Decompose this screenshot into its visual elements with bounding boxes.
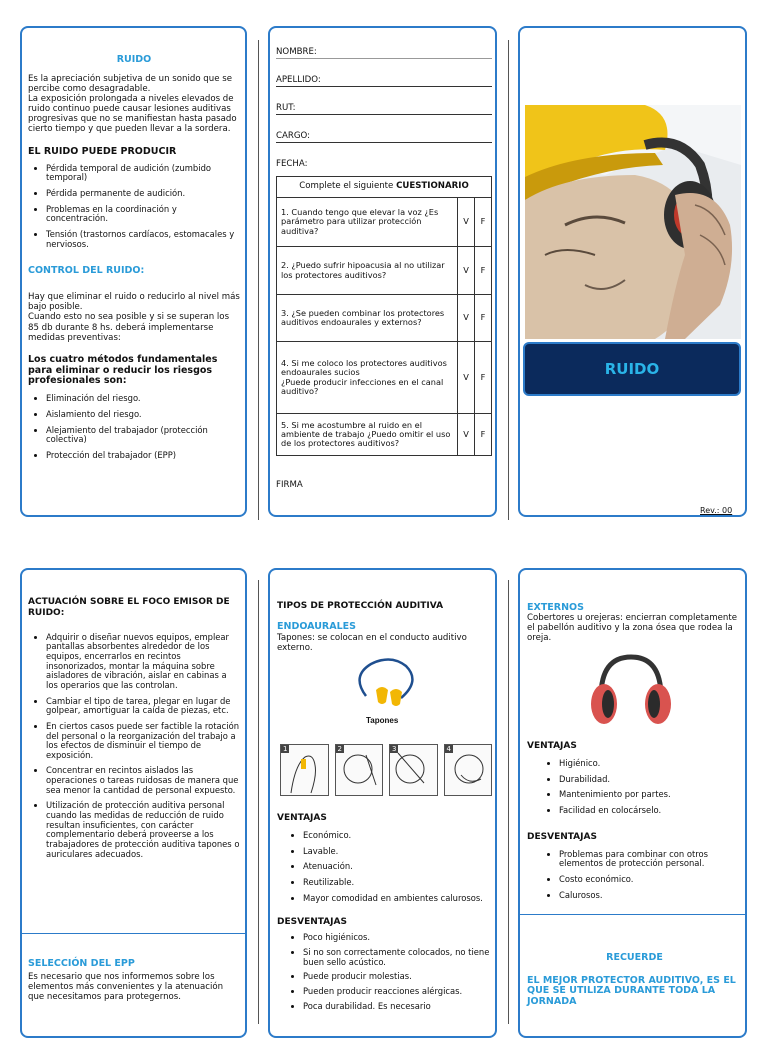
step-number: 3 [392, 745, 397, 753]
recuerde-text: EL MEJOR PROTECTOR AUDITIVO, ES EL QUE SE UTILIZA DURANTE TODA LA JORNADA [527, 974, 736, 1008]
answer-f[interactable]: F [475, 295, 492, 342]
list-item: • Protección del trabajador (EPP) [46, 451, 240, 461]
questionnaire-header-bold: CUESTIONARIO [396, 181, 469, 192]
list-item: • Cambiar el tipo de tarea, plegar en lugar de golpear, amortiguar la caída de piezas, etc. [46, 697, 240, 716]
list-item: • Costo económico. [559, 875, 741, 885]
earplugs-image [346, 656, 426, 716]
questionnaire-header-text: Complete el siguiente [299, 181, 397, 192]
seleccion-title: SELECCIÓN DEL EPP [28, 957, 135, 969]
list-item: • Lavable. [303, 847, 492, 857]
fold-line [508, 40, 509, 520]
list-item: • Tensión (trastornos cardíacos, estomacales y nerviosos. [46, 230, 240, 249]
apellido-field[interactable]: APELLIDO: [276, 75, 492, 87]
list-item: • Pérdida permanente de audición. [46, 189, 240, 199]
tapones-label: Tapones [366, 716, 399, 725]
fecha-field[interactable]: FECHA: [276, 159, 308, 169]
list-item: • En ciertos casos puede ser factible la rotación del personal o la reorganización del trabajo a los efectos de disminuir el tiempo de exposición. [46, 722, 240, 761]
panel-ruido-info [20, 26, 247, 517]
list-item: • Utilización de protección auditiva personal cuando las medidas de reducción de ruido resultan insuficientes, con carácter complementario deberá proveerse a los trabajadores de protección auditiva tapones o auriculares adecuados. [46, 801, 240, 859]
list-item: • Si no son correctamente colocados, no tiene buen sello acústico. [303, 948, 492, 967]
section-separator [22, 933, 247, 934]
panel-actuacion [20, 568, 247, 1038]
desventajas-list [527, 850, 741, 901]
questionnaire-table [276, 176, 492, 456]
question-text: 4. Si me coloco los protectores auditivos endoaurales sucios ¿Puede producir infecciones en el canal auditivo? [277, 342, 458, 414]
section-separator [520, 914, 747, 915]
list-item: • Poco higiénicos. [303, 933, 492, 943]
step-image [280, 744, 329, 796]
answer-v[interactable]: V [458, 414, 475, 456]
cargo-field[interactable]: CARGO: [276, 131, 492, 143]
tipos-title: TIPOS DE PROTECCIÓN AUDITIVA [277, 601, 444, 611]
answer-f[interactable]: F [475, 247, 492, 295]
list-item: • Problemas en la coordinación y concentración. [46, 205, 240, 224]
list-item: • Higiénico. [559, 759, 741, 769]
revision-label: Rev.: 00 [700, 506, 733, 515]
list-item: • Eliminación del riesgo. [46, 394, 240, 404]
list-item: • Mayor comodidad en ambientes calurosos. [303, 894, 492, 904]
step-image [389, 744, 438, 796]
answer-v[interactable]: V [458, 247, 475, 295]
list-item: • Poca durabilidad. Es necesario [303, 1002, 492, 1012]
puede-producir-list [28, 164, 240, 250]
earmuffs-image [586, 652, 676, 732]
list-item: • Calurosos. [559, 891, 741, 901]
answer-v[interactable]: V [458, 342, 475, 414]
step-image [335, 744, 384, 796]
actuacion-title: ACTUACIÓN SOBRE EL FOCO EMISOR DE RUIDO: [28, 597, 230, 618]
cover-title: RUIDO [604, 360, 660, 378]
ventajas-list [277, 831, 492, 903]
panel-tipos [268, 568, 497, 1038]
question-text: 1. Cuando tengo que elevar la voz ¿Es parámetro para utilizar protección auditiva? [277, 198, 458, 247]
firma-field[interactable]: FIRMA [276, 480, 303, 490]
answer-v[interactable]: V [458, 295, 475, 342]
step-number: 2 [337, 745, 342, 753]
answer-f[interactable]: F [475, 342, 492, 414]
step-image [444, 744, 493, 796]
externos-title: EXTERNOS [527, 601, 584, 613]
answer-f[interactable]: F [475, 414, 492, 456]
list-item: • Alejamiento del trabajador (protección colectiva) [46, 426, 240, 445]
control-title: CONTROL DEL RUIDO: [28, 265, 145, 277]
control-text: Hay que eliminar el ruido o reducirlo al nivel más bajo posible. Cuando esto no sea posible y si se superan los 85 db durante 8 hs. deberá implementarse medidas preventivas: [28, 292, 240, 343]
list-item: • Concentrar en recintos aislados las operaciones o tareas ruidosas de manera que sea menor la cantidad de personal expuesto. [46, 766, 240, 795]
questionnaire-header [277, 177, 492, 198]
list-item: • Puede producir molestias. [303, 972, 492, 982]
fold-line [258, 40, 259, 520]
table-row [277, 295, 492, 342]
answer-v[interactable]: V [458, 198, 475, 247]
table-row [277, 342, 492, 414]
seleccion-text: Es necesario que nos informemos sobre los elementos más convenientes y la atenuación que necesitamos para protegernos. [28, 972, 224, 1003]
question-text: 2. ¿Puedo sufrir hipoacusia al no utilizar los protectores auditivos? [277, 247, 458, 295]
ruido-definition: Es la apreciación subjetiva de un sonido que se percibe como desagradable. La exposición prolongada a niveles elevados de ruido continuo puede causar lesiones auditivas progresivas que no se manifiestan hasta pasado cierto tiempo y que pueden llevar a la sordera. [28, 73, 237, 134]
table-row [277, 198, 492, 247]
list-item: • Económico. [303, 831, 492, 841]
actuacion-list [28, 633, 240, 860]
desventajas-list [277, 933, 492, 1011]
list-item: • Problemas para combinar con otros elementos de protección personal. [559, 850, 741, 869]
table-row [277, 414, 492, 456]
panel-externos [518, 568, 747, 1038]
ventajas-list [527, 759, 741, 816]
rut-field[interactable]: RUT: [276, 103, 492, 115]
endoaurales-title: ENDOAURALES [277, 620, 356, 632]
metodos-list [28, 394, 240, 460]
table-row [277, 247, 492, 295]
desventajas-title: DESVENTAJAS [277, 917, 347, 928]
answer-f[interactable]: F [475, 198, 492, 247]
nombre-field[interactable]: NOMBRE: [276, 47, 492, 59]
list-item: • Durabilidad. [559, 775, 741, 785]
list-item: • Aislamiento del riesgo. [46, 410, 240, 420]
endoaurales-text: Tapones: se colocan en el conducto auditivo externo. [277, 632, 467, 653]
list-item: • Adquirir o diseñar nuevos equipos, emplear pantallas absorbentes alrededor de los equipos, encerrarlos en recintos insonorizados, montar la máquina sobre aisladores de vibración, aislar en cabinas a los operarios que las controlan. [46, 633, 240, 691]
metodos-title: Los cuatro métodos fundamentales para eliminar o reducir los riesgos profesionales son: [28, 353, 218, 387]
puede-producir-title: EL RUIDO PUEDE PRODUCIR [28, 145, 177, 157]
desventajas-title: DESVENTAJAS [527, 831, 597, 842]
externos-text: Cobertores u orejeras: encierran completamente el pabellón auditivo y la zona ósea que rodea la oreja. [527, 612, 738, 643]
list-item: • Facilidad en colocárselo. [559, 806, 741, 816]
list-item: • Pérdida temporal de audición (zumbido temporal) [46, 164, 240, 183]
cover-title-box [523, 342, 741, 396]
insertion-steps [280, 744, 492, 796]
list-item: • Atenuación. [303, 862, 492, 872]
fold-line [508, 580, 509, 1024]
step-number: 1 [283, 745, 288, 753]
question-text: 5. Si me acostumbre al ruido en el ambiente de trabajo ¿Puedo omitir el uso de los protectores auditivos? [277, 414, 458, 456]
ruido-title: RUIDO [116, 53, 152, 65]
question-text: 3. ¿Se pueden combinar los protectores auditivos endoaurales y externos? [277, 295, 458, 342]
recuerde-title: RECUERDE [606, 951, 663, 963]
worker-with-earmuffs-illustration [525, 105, 741, 339]
list-item: • Reutilizable. [303, 878, 492, 888]
ventajas-title: VENTAJAS [277, 813, 327, 823]
list-item: • Mantenimiento por partes. [559, 790, 741, 800]
ventajas-title: VENTAJAS [527, 741, 577, 751]
step-number: 4 [446, 745, 451, 753]
fold-line [258, 580, 259, 1024]
list-item: • Pueden producir reacciones alérgicas. [303, 987, 492, 997]
